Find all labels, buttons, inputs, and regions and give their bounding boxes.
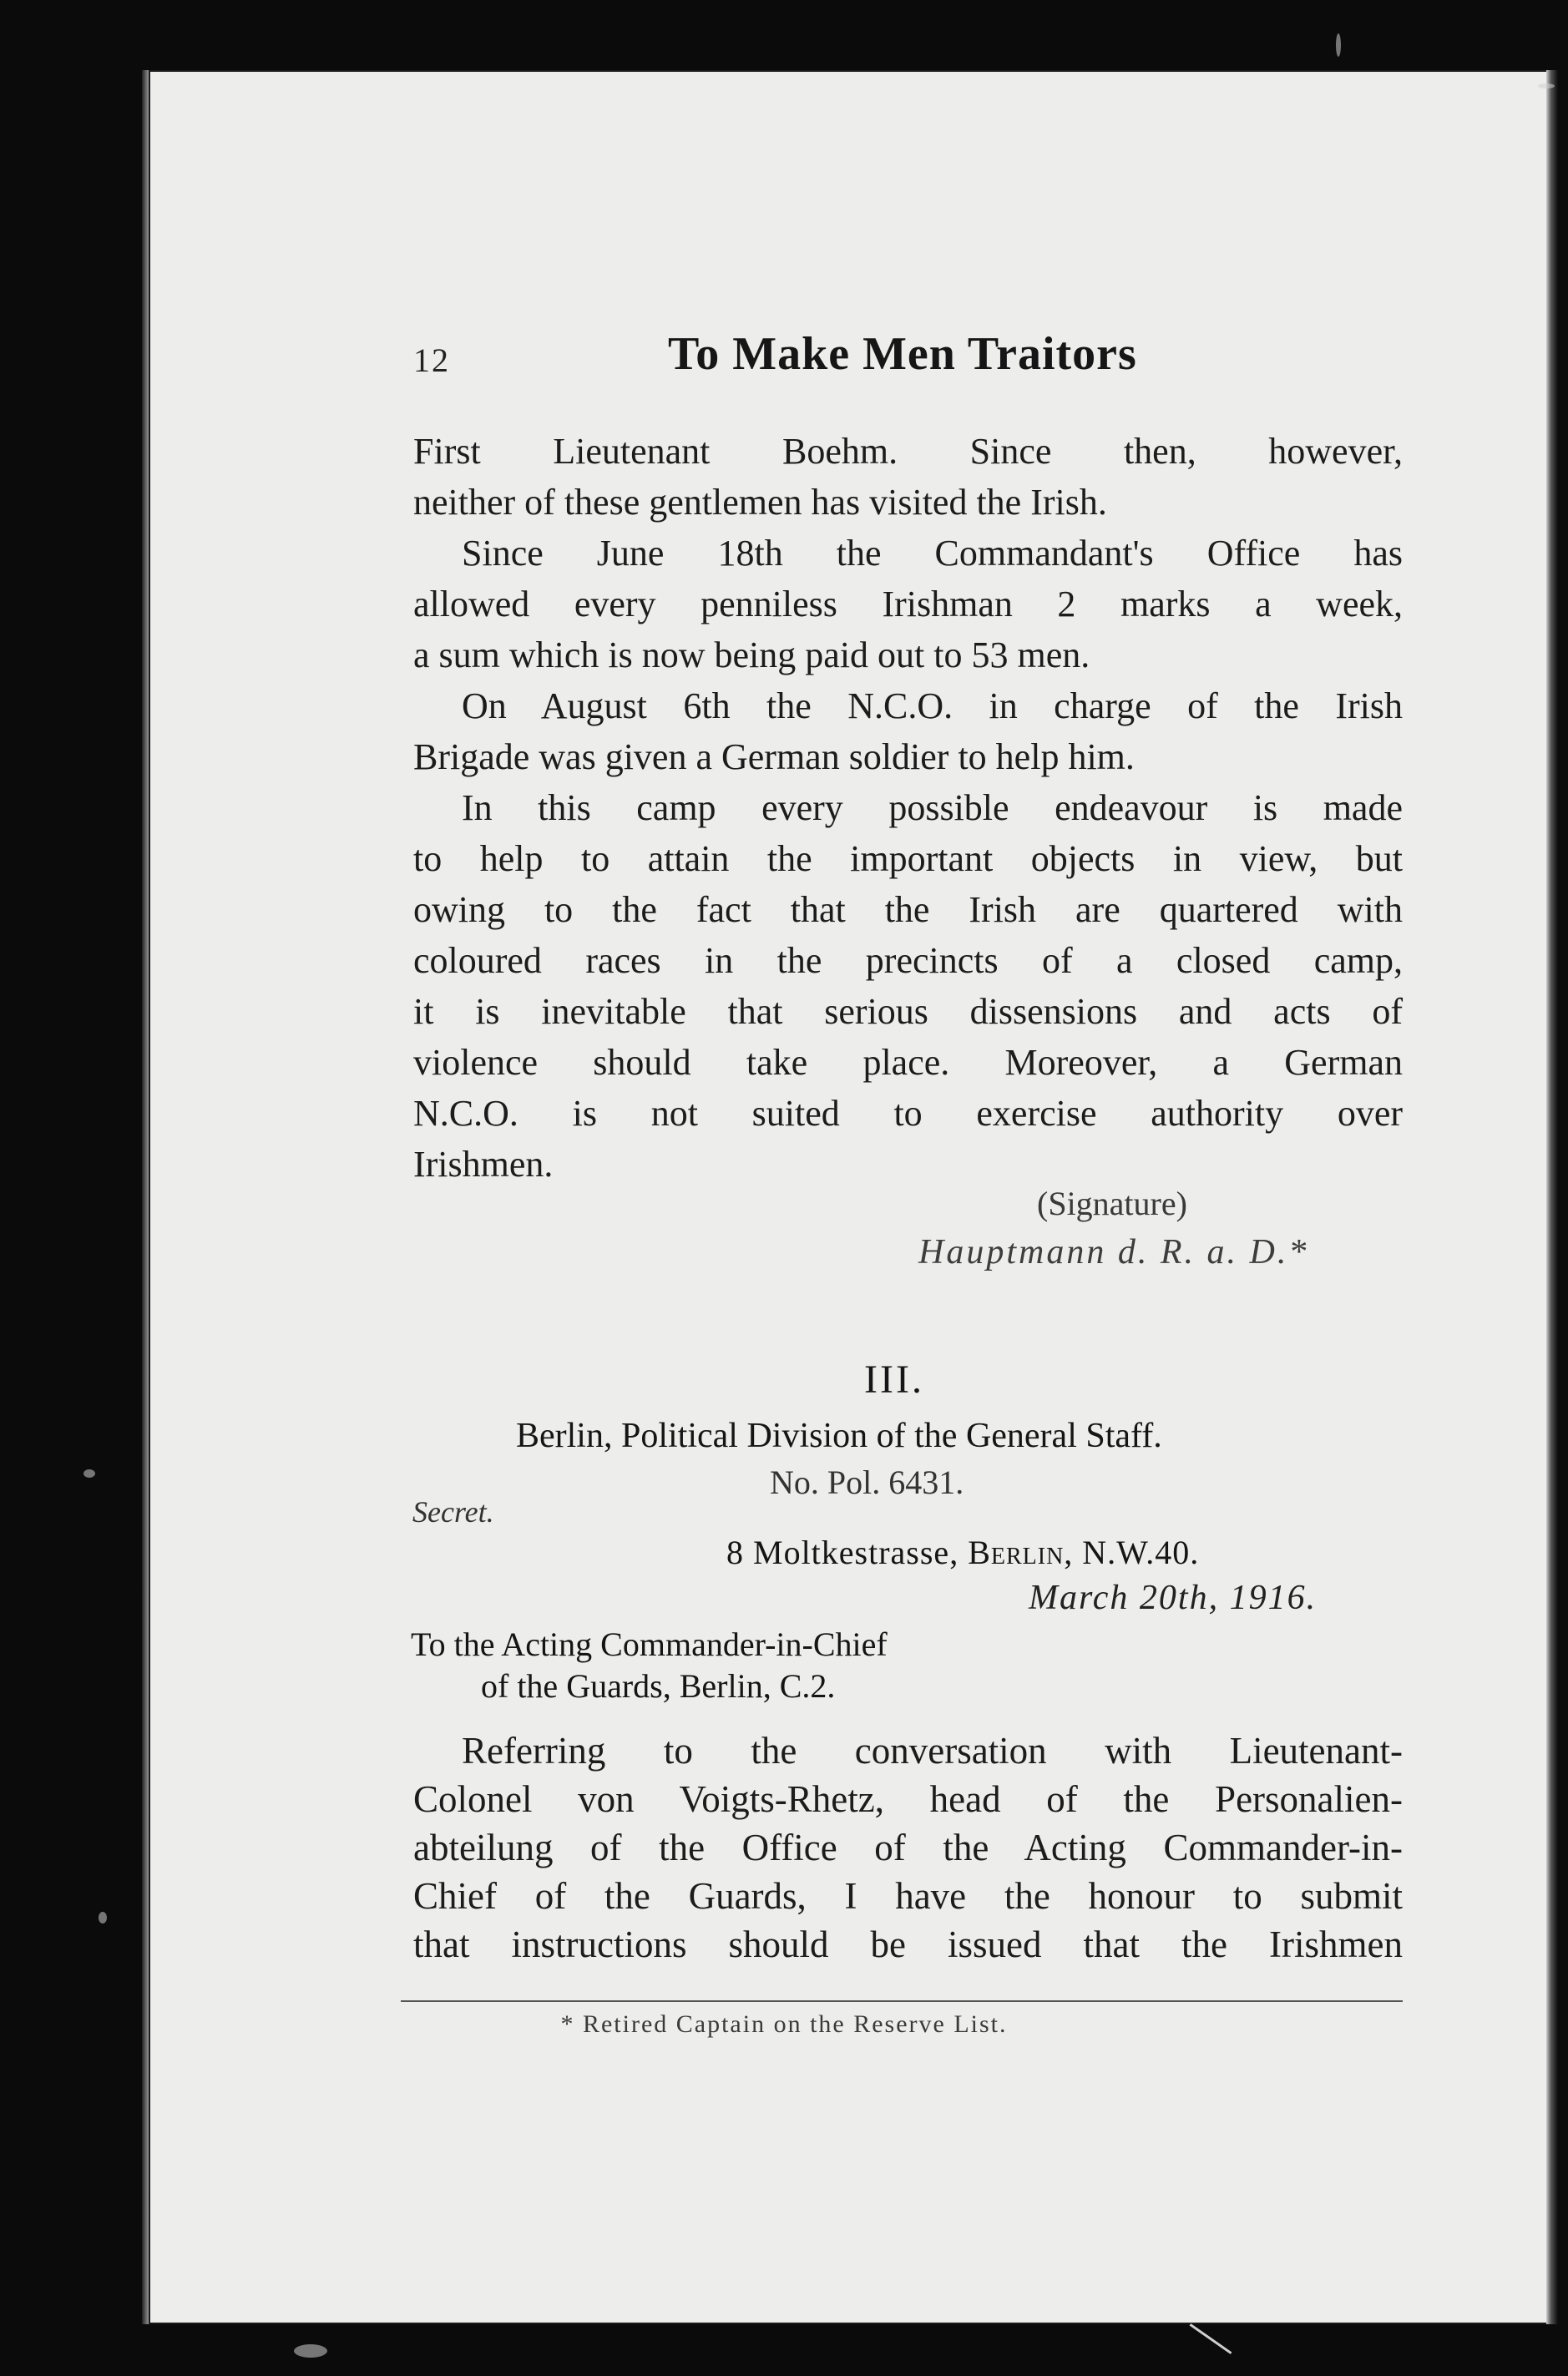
book-page: [149, 70, 1551, 2324]
signature-label: (Signature): [1037, 1185, 1187, 1222]
address-postal: , N.W.40.: [1064, 1534, 1200, 1571]
text-line: Chief of the Guards, I have the honour to submit: [413, 1875, 1403, 1917]
scan-speck: [1538, 83, 1555, 88]
text-line: it is inevitable that serious dissensions and acts of: [413, 991, 1403, 1032]
body-text-1: [413, 426, 1403, 1190]
page-number: 12: [413, 341, 450, 379]
text-line: to help to attain the important objects in view, but: [413, 838, 1403, 879]
text-line: Brigade was given a German soldier to help him.: [413, 736, 1135, 777]
addressee-line: To the Acting Commander-in-Chief: [411, 1625, 888, 1663]
footnote: * Retired Captain on the Reserve List.: [560, 2010, 1008, 2038]
running-title: To Make Men Traitors: [668, 328, 1137, 380]
page-edge-right: [1546, 70, 1558, 2324]
text-line: violence should take place. Moreover, a German: [413, 1042, 1403, 1083]
text-line: Since June 18th the Commandant's Office has: [462, 533, 1403, 574]
scan-speck: [99, 1912, 107, 1924]
text-line: allowed every penniless Irishman 2 marks a week,: [413, 584, 1403, 624]
text-line: N.C.O. is not suited to exercise authority over: [413, 1093, 1403, 1134]
sender-address: [726, 1533, 1199, 1572]
classification-label: Secret.: [412, 1495, 494, 1529]
text-line: that instructions should be issued that the Irishmen: [413, 1924, 1403, 1965]
address-city: Berlin: [968, 1534, 1065, 1571]
text-line: neither of these gentlemen has visited the Irish.: [413, 482, 1107, 523]
text-line: Referring to the conversation with Lieutenant-: [462, 1730, 1403, 1772]
body-text-2: [413, 1726, 1403, 1969]
addressee-line: of the Guards, Berlin, C.2.: [481, 1667, 836, 1705]
scan-speck: [83, 1469, 95, 1478]
text-line: owing to the fact that the Irish are quartered with: [413, 889, 1403, 930]
text-line: First Lieutenant Boehm. Since then, however,: [413, 431, 1403, 472]
scan-speck: [1336, 33, 1341, 57]
text-line: In this camp every possible endeavour is made: [462, 787, 1403, 828]
address-street: 8 Moltkestrasse,: [726, 1534, 959, 1571]
letter-dateline: Berlin, Political Division of the General Staff.: [516, 1417, 1162, 1455]
signature-name: Hauptmann d. R. a. D.*: [918, 1233, 1309, 1271]
text-line: Irishmen.: [413, 1144, 554, 1185]
text-line: abteilung of the Office of the Acting Commander-in-: [413, 1827, 1403, 1868]
text-line: coloured races in the precincts of a closed camp,: [413, 940, 1403, 981]
reference-number: No. Pol. 6431.: [770, 1464, 964, 1501]
text-line: a sum which is now being paid out to 53 men.: [413, 634, 1090, 675]
letter-date: March 20th, 1916.: [1029, 1579, 1318, 1617]
footnote-rule: [401, 2000, 1403, 2002]
section-number: III.: [864, 1357, 924, 1402]
page-header: [413, 327, 1399, 394]
scan-speck: [294, 2344, 327, 2358]
text-line: Colonel von Voigts-Rhetz, head of the Personalien-: [413, 1778, 1403, 1820]
text-line: On August 6th the N.C.O. in charge of the Irish: [462, 685, 1403, 726]
scan-stroke: [1190, 2323, 1232, 2354]
